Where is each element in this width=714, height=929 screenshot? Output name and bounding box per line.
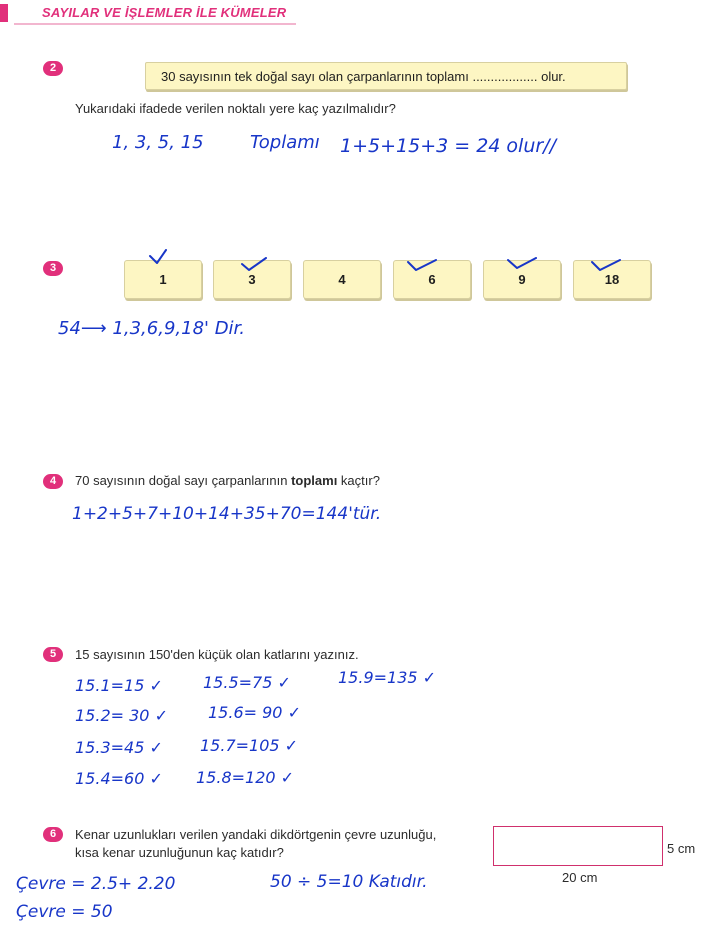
number-box-4: 4 bbox=[303, 260, 381, 299]
question-number-3: 3 bbox=[43, 261, 63, 276]
q2-handwritten-sum: 1+5+15+3 = 24 olur// bbox=[340, 135, 556, 157]
q5-hw-line: 15.3=45 ✓ bbox=[75, 738, 163, 757]
question-number-2: 2 bbox=[43, 61, 63, 76]
q6-handwritten-cevre-formula: Çevre = 2.5+ 2.20 bbox=[16, 874, 176, 894]
question-number-4: 4 bbox=[43, 474, 63, 489]
number-box-9: 9 bbox=[483, 260, 561, 299]
q5-hw-line: 15.2= 30 ✓ bbox=[75, 706, 168, 725]
q5-hw-line: 15.4=60 ✓ bbox=[75, 769, 163, 788]
q6-question-line-1: Kenar uzunlukları verilen yandaki dikdörtgenin çevre uzunluğu, bbox=[75, 827, 437, 842]
q3-handwritten-answer: 54⟶ 1,3,6,9,18' Dir. bbox=[58, 318, 246, 339]
rectangle-side-label: 5 cm bbox=[667, 841, 696, 856]
q6-question-line-2: kısa kenar uzunluğunun kaç katıdır? bbox=[75, 845, 284, 860]
checkmark-icon bbox=[592, 260, 620, 270]
q5-hw-line: 15.6= 90 ✓ bbox=[208, 703, 301, 722]
q4-question-text bbox=[75, 473, 380, 488]
q4-question-emphasis: toplamı bbox=[291, 473, 338, 488]
question-number-6: 6 bbox=[43, 827, 63, 842]
header-title: SAYILAR VE İŞLEMLER İLE KÜMELER bbox=[42, 5, 287, 20]
q5-hw-line: 15.5=75 ✓ bbox=[203, 673, 291, 692]
checkmark-icon bbox=[242, 258, 266, 270]
q5-hw-line: 15.9=135 ✓ bbox=[338, 668, 437, 687]
q3-checkmarks bbox=[0, 0, 714, 300]
question-number-5: 5 bbox=[43, 647, 63, 662]
checkmark-icon bbox=[508, 258, 536, 268]
q4-handwritten-answer: 1+2+5+7+10+14+35+70=144'tür. bbox=[72, 504, 382, 524]
checkmark-icon bbox=[150, 250, 166, 263]
q4-question-part: kaçtır? bbox=[337, 473, 380, 488]
q2-handwritten-factors: 1, 3, 5, 15 bbox=[112, 132, 204, 153]
q5-hw-line: 15.8=120 ✓ bbox=[196, 768, 295, 787]
number-box-18: 18 bbox=[573, 260, 651, 299]
q5-question-text: 15 sayısının 150'den küçük olan katlarını yazınız. bbox=[75, 647, 359, 662]
q2-question-text: Yukarıdaki ifadede verilen noktalı yere kaç yazılmalıdır? bbox=[75, 101, 396, 116]
q4-question-part: 70 sayısının doğal sayı çarpanlarının bbox=[75, 473, 292, 488]
rectangle-bottom-label: 20 cm bbox=[562, 870, 598, 885]
q6-handwritten-cevre-total: Çevre = 50 bbox=[16, 902, 113, 922]
q5-hw-line: 15.7=105 ✓ bbox=[200, 736, 299, 755]
q2-statement-box: 30 sayısının tek doğal sayı olan çarpanlarının toplamı .................. olur. bbox=[145, 62, 627, 90]
number-box-6: 6 bbox=[393, 260, 471, 299]
checkmark-icon bbox=[408, 260, 436, 270]
q6-handwritten-result: 50 ÷ 5=10 Katıdır. bbox=[270, 872, 428, 892]
q2-handwritten-toplam: Toplamı bbox=[250, 132, 320, 153]
rectangle-figure bbox=[493, 826, 663, 866]
number-box-3: 3 bbox=[213, 260, 291, 299]
number-box-1: 1 bbox=[124, 260, 202, 299]
q5-hw-line: 15.1=15 ✓ bbox=[75, 676, 163, 695]
